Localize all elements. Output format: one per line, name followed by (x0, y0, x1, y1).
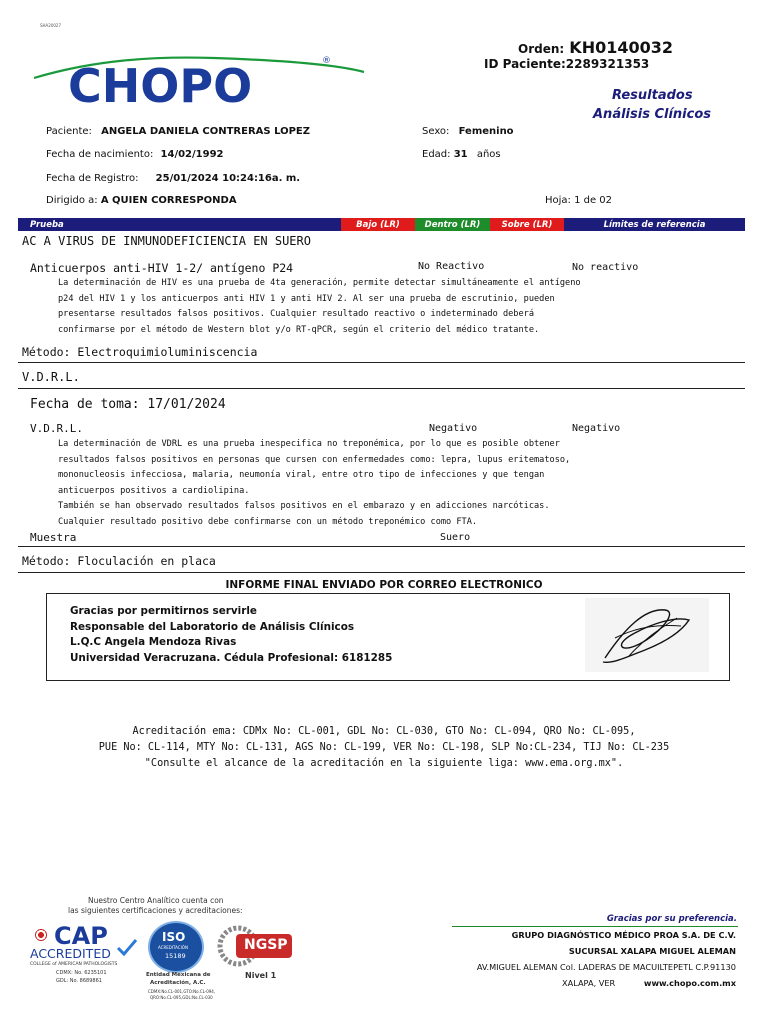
thanks-text: Gracias por su preferencia. (606, 914, 737, 924)
ema-line-3: CDMX:No.CL-001,GTO:No.CL-094, (148, 989, 216, 994)
col-limites: Límites de referencia (603, 219, 706, 230)
page-indicator: Hoja: 1 de 02 (545, 195, 613, 206)
method-vdrl: Método: Floculación en placa (22, 554, 216, 568)
band-prueba (18, 218, 341, 231)
cap-number-2: GDL: No. 8689861 (56, 978, 102, 984)
divider (18, 572, 745, 573)
accreditation-line: PUE No: CL-114, MTY No: CL-131, AGS No: CL-199, VER No: CL-198, SLP No:CL-234, TIJ No: CL-235 (98, 742, 670, 753)
sex-label: Sexo: (422, 126, 450, 137)
band-limites (564, 218, 745, 231)
ema-line-2: Acreditación, A.C. (150, 980, 206, 986)
divider (18, 362, 745, 363)
band-sobre (490, 218, 564, 231)
accreditation-line: "Consulte el alcance de la acreditación en la siguiente liga: www.ema.org.mx". (144, 758, 624, 769)
patient-name: ANGELA DANIELA CONTRERAS LOPEZ (101, 126, 311, 137)
cap-number-1: CDMX: No. 6235101 (56, 970, 107, 976)
sex-value: Femenino (458, 126, 514, 137)
note-line: p24 del HIV 1 y los anticuerpos anti HIV 1 y anti HIV 2. Al ser una prueba de escrutinio, pueden (58, 293, 555, 304)
reference-hiv: No reactivo (572, 262, 639, 273)
website-link[interactable]: www.chopo.com.mx (643, 978, 736, 988)
patient-id-label: ID Paciente: (484, 57, 566, 71)
note-line: anticuerpos positivos a cardiolipina. (58, 485, 250, 496)
age-unit: años (476, 149, 501, 160)
logo-registered-mark: ® (322, 56, 331, 66)
note-line: mononucleosis infecciosa, malaria, neumonía viral, entre otro tipo de infecciones y que tengan (58, 470, 545, 481)
note-line: La determinación de HIV es una prueba de 4ta generación, permite detectar simultáneamente el antígeno (58, 278, 581, 288)
signature-line: Universidad Veracruzana. Cédula Profesional: 6181285 (70, 651, 393, 664)
patient-name-row (46, 126, 310, 137)
col-bajo: Bajo (LR) (356, 219, 400, 230)
cap-seal-icon (32, 926, 50, 944)
footer-divider (452, 926, 738, 927)
patient-name-label: Paciente: (46, 126, 92, 137)
notes-vdrl (58, 437, 570, 531)
note-line: resultados falsos positivos en personas que cursen con enfermedades como: lepra, lupus eritematoso, (58, 454, 571, 465)
city: XALAPA, VER (562, 978, 616, 988)
signature-text (70, 604, 392, 666)
sample-label: Muestra (30, 531, 77, 544)
registration-label: Fecha de Registro: (46, 173, 139, 184)
signature-line: L.Q.C Angela Mendoza Rivas (70, 636, 237, 648)
iso-number: 15189 (165, 952, 186, 960)
final-report-banner: INFORME FINAL ENVIADO POR CORREO ELECTRONICO (225, 579, 543, 591)
cap-accredited: ACCREDITED (30, 946, 111, 961)
age-value: 31 (453, 149, 468, 160)
col-prueba: Prueba (30, 219, 64, 230)
branch-name: SUCURSAL XALAPA MIGUEL ALEMAN (568, 946, 736, 956)
sex-row (422, 126, 514, 137)
handwritten-signature (585, 598, 709, 672)
note-line: La determinación de VDRL es una prueba inespecifica no treponémica, por lo que es posible obtener (58, 439, 560, 449)
address: AV.MIGUEL ALEMAN Col. LADERAS DE MACUILTEPETL C.P.91130 (476, 962, 736, 972)
registration-row (46, 173, 300, 184)
dob-label: Fecha de nacimiento: (46, 149, 154, 160)
section-title-vdrl: V.D.R.L. (22, 370, 80, 384)
notes-hiv (58, 276, 581, 338)
patient-id-block (484, 57, 649, 71)
result-hiv: No Reactivo (418, 261, 485, 272)
note-line: confirmarse por el método de Western blot y/o RT-qPCR, según el criterio del médico tratante. (58, 324, 540, 335)
method-hiv: Método: Electroquimioluminiscencia (22, 345, 258, 359)
chopo-logo (34, 50, 394, 112)
addressed-to-label: Dirigido a: (46, 195, 98, 206)
test-name-vdrl: V.D.R.L. (30, 422, 83, 435)
note-line: presentarse resultados falsos positivos. Cualquier resultado reactivo o indeterminado deberá (58, 309, 534, 320)
order-block (518, 38, 673, 57)
addressed-to-row (46, 195, 237, 206)
certs-intro-1: Nuestro Centro Analítico cuenta con (88, 896, 224, 905)
note-line: Cualquier resultado positivo debe confirmarse con un método treponémico como FTA. (58, 516, 478, 527)
checkmark-icon (116, 936, 138, 962)
ema-line-4: QRO:No.CL-095,GDL:No.CL-030 (150, 995, 213, 1000)
ngsp-logo (216, 924, 298, 970)
ngsp-level: Nivel 1 (245, 971, 277, 980)
document-code: SHA20027 (40, 23, 62, 28)
order-number: KH0140032 (569, 38, 674, 57)
cap-college: COLLEGE of AMERICAN PATHOLOGISTS (30, 962, 118, 967)
ngsp-text: NGSP (244, 937, 288, 953)
sample-value: Suero (440, 532, 471, 543)
age-row (422, 149, 501, 160)
registration-value: 25/01/2024 10:24:16a. m. (155, 173, 301, 184)
dob-value: 14/02/1992 (160, 149, 224, 160)
result-vdrl: Negativo (429, 423, 478, 434)
divider (18, 546, 745, 547)
logo-text: CHOPO (68, 59, 253, 112)
order-label: Orden: (518, 42, 565, 56)
signature-line: Gracias por permitirnos servirle (70, 605, 257, 617)
age-label: Edad: (422, 149, 451, 160)
test-name-hiv: Anticuerpos anti-HIV 1-2/ antígeno P24 (30, 261, 294, 275)
band-bajo (341, 218, 415, 231)
results-title-2: Análisis Clínicos (593, 107, 711, 122)
ema-line-1: Entidad Mexicana de (146, 972, 211, 978)
note-line: También se han observado resultados falsos positivos en el embarazo y en adicciones narcóticas. (58, 501, 550, 512)
signature-line: Responsable del Laboratorio de Análisis Clínicos (70, 620, 355, 633)
iso-text: ISO (162, 930, 186, 944)
section-title-hiv: AC A VIRUS DE INMUNODEFICIENCIA EN SUERO (22, 234, 311, 248)
certs-intro-2: las siguientes certificaciones y acreditaciones: (68, 906, 243, 915)
sample-date: Fecha de toma: 17/01/2024 (30, 397, 226, 412)
company-name: GRUPO DIAGNÓSTICO MÉDICO PROA S.A. DE C.V. (511, 930, 736, 940)
col-dentro: Dentro (LR) (424, 219, 481, 230)
signature-box (46, 593, 730, 681)
col-sobre: Sobre (LR) (501, 219, 553, 230)
band-dentro (415, 218, 490, 231)
iso-seal (148, 921, 204, 973)
dob-row (46, 149, 224, 160)
iso-sub: ACREDITACIÓN (158, 945, 188, 950)
accreditation-line: Acreditación ema: CDMx No: CL-001, GDL No: CL-030, GTO No: CL-094, QRO No: CL-095, (132, 726, 636, 737)
patient-id-value: 2289321353 (565, 57, 650, 71)
results-title-1: Resultados (612, 88, 693, 103)
divider (18, 388, 745, 389)
addressed-to-value: A QUIEN CORRESPONDA (100, 195, 237, 206)
cap-logo (30, 922, 140, 986)
cap-text: CAP (54, 922, 108, 950)
reference-vdrl: Negativo (572, 423, 621, 434)
